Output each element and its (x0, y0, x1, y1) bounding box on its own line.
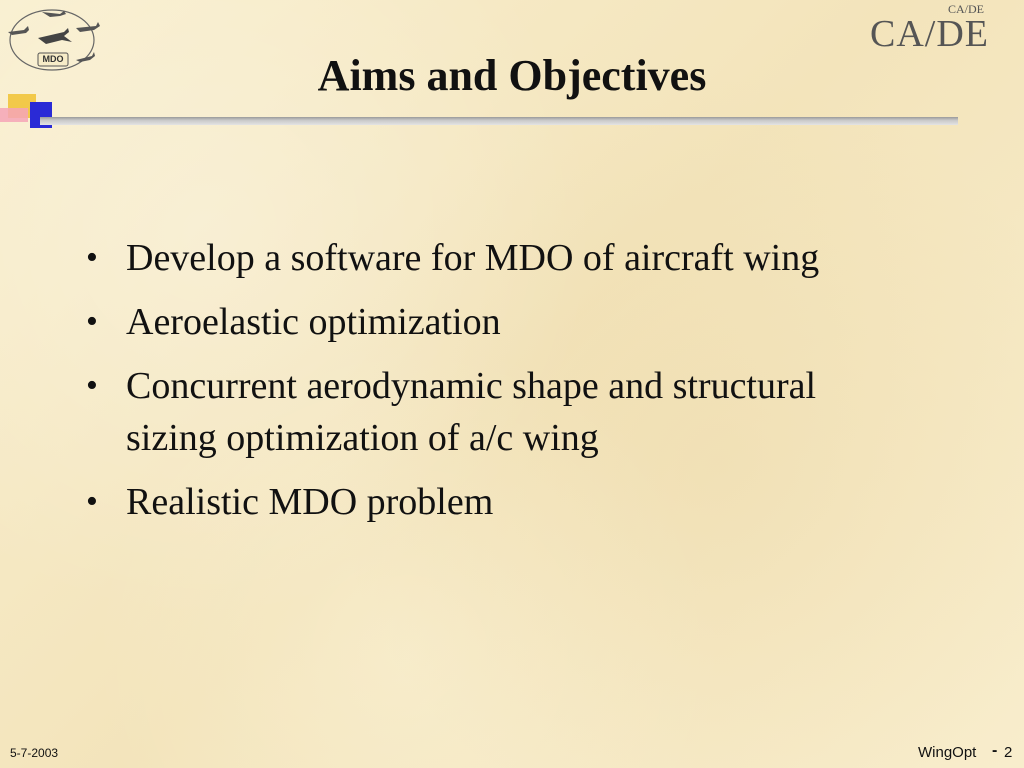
footer-presentation-name: WingOpt (918, 744, 977, 761)
slide-title: Aims and Objectives (317, 51, 707, 100)
footer-page-number: 2 (1004, 744, 1013, 761)
cade-logo-text: CA/DE (870, 13, 989, 55)
footer-date: 5-7-2003 (10, 746, 59, 760)
bullet-text: Concurrent aerodynamic shape and structural sizing optimization of a/c wing (126, 365, 817, 459)
bullet-item (82, 476, 902, 528)
bullet-text: Develop a software for MDO of aircraft wing (126, 237, 820, 279)
bullet-item (82, 360, 902, 464)
bullet-text: Aeroelastic optimization (126, 301, 501, 343)
bullet-item (82, 296, 902, 348)
cade-logo (868, 2, 996, 54)
mdo-logo-text: MDO (42, 54, 64, 64)
bullet-icon: • (86, 483, 98, 520)
cade-logo-small-text: CA/DE (948, 2, 984, 16)
title-decoration (0, 90, 60, 140)
footer-separator: - (992, 742, 998, 759)
bullet-list (82, 232, 902, 540)
decor-square-pink (0, 108, 28, 122)
bullet-item (82, 232, 902, 284)
bullet-icon: • (86, 239, 98, 276)
bullet-icon: • (86, 367, 98, 404)
bullet-text: Realistic MDO problem (126, 481, 494, 523)
bullet-icon: • (86, 303, 98, 340)
title-divider (40, 117, 958, 125)
